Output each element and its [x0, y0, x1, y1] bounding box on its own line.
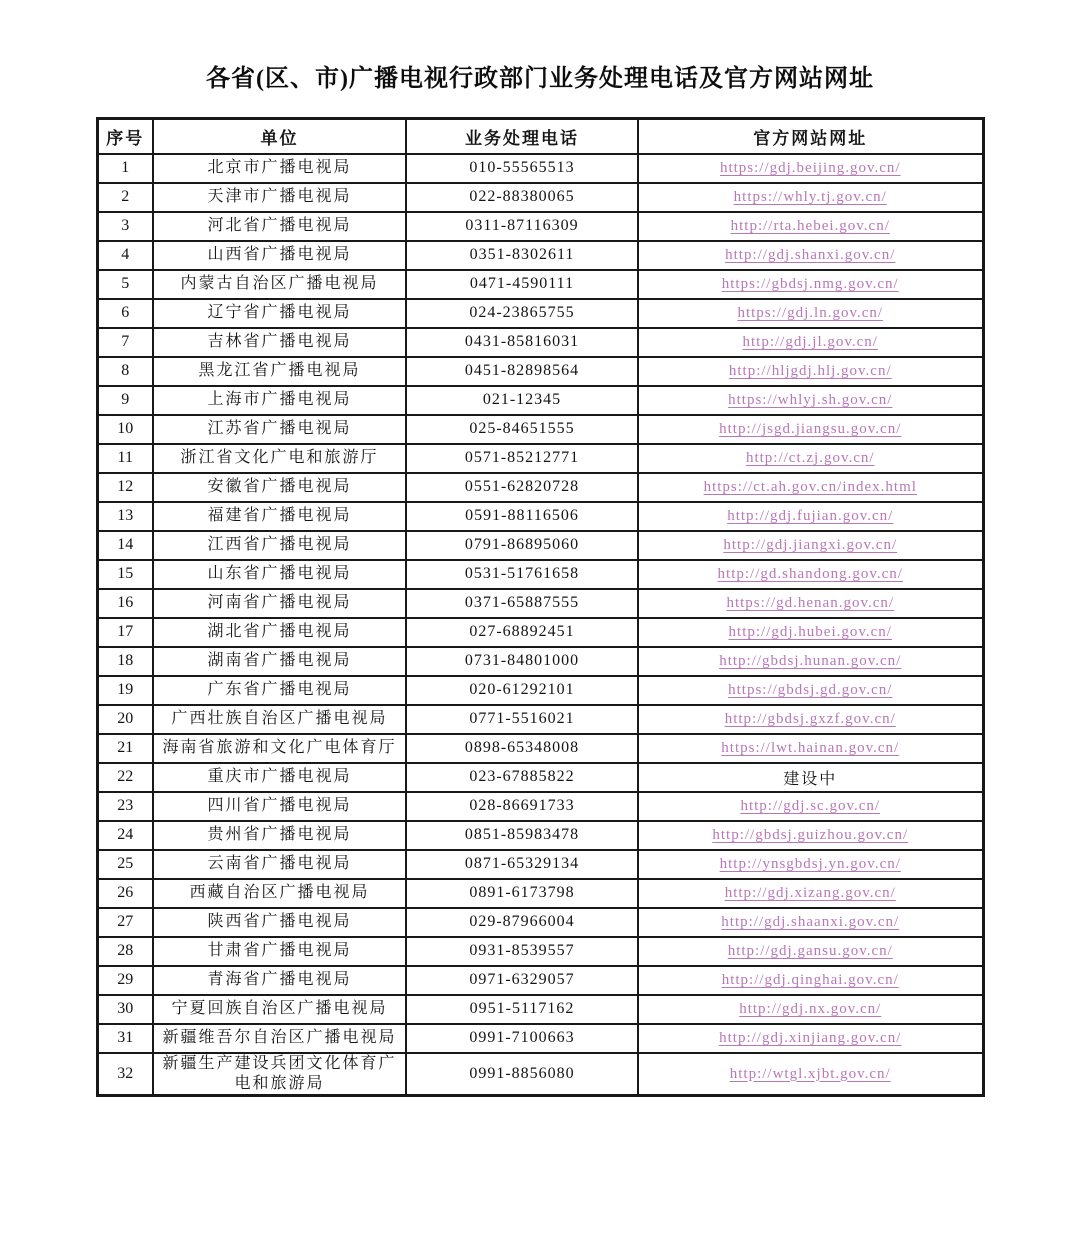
table-row [97, 241, 983, 270]
official-website-link[interactable]: https://ct.ah.gov.cn/index.html [703, 479, 917, 495]
service-phone-number: 027-68892451 [406, 618, 638, 647]
table-row [97, 995, 983, 1024]
table-row [97, 357, 983, 386]
table-row [97, 473, 983, 502]
table-row [97, 676, 983, 705]
official-website-link[interactable]: http://gdj.hubei.gov.cn/ [728, 624, 892, 640]
website-cell [638, 444, 983, 473]
official-website-link[interactable]: https://gbdsj.gd.gov.cn/ [728, 682, 893, 698]
official-website-link[interactable]: http://jsgd.jiangsu.gov.cn/ [719, 421, 902, 437]
header-serial-number: 序号 [97, 119, 153, 154]
service-phone-number: 0898-65348008 [406, 734, 638, 763]
table-body [97, 154, 983, 1096]
website-status-text: 建设中 [638, 763, 983, 792]
table-row [97, 850, 983, 879]
row-serial-number: 18 [97, 647, 153, 676]
official-website-link[interactable]: https://lwt.hainan.gov.cn/ [721, 740, 900, 756]
unit-name: 内蒙古自治区广播电视局 [153, 270, 406, 299]
table-row [97, 502, 983, 531]
table-row [97, 792, 983, 821]
unit-name: 甘肃省广播电视局 [153, 937, 406, 966]
website-cell [638, 415, 983, 444]
website-cell [638, 705, 983, 734]
service-phone-number: 0371-65887555 [406, 589, 638, 618]
official-website-link[interactable]: http://gbdsj.guizhou.gov.cn/ [712, 827, 909, 843]
service-phone-number: 024-23865755 [406, 299, 638, 328]
table-row [97, 879, 983, 908]
unit-name: 贵州省广播电视局 [153, 821, 406, 850]
service-phone-number: 023-67885822 [406, 763, 638, 792]
service-phone-number: 0991-8856080 [406, 1053, 638, 1096]
header-phone: 业务处理电话 [406, 119, 638, 154]
row-serial-number: 24 [97, 821, 153, 850]
website-cell [638, 386, 983, 415]
unit-name: 陕西省广播电视局 [153, 908, 406, 937]
row-serial-number: 16 [97, 589, 153, 618]
website-cell [638, 212, 983, 241]
official-website-link[interactable]: http://gbdsj.hunan.gov.cn/ [719, 653, 902, 669]
table-row [97, 1053, 983, 1096]
row-serial-number: 23 [97, 792, 153, 821]
website-cell [638, 299, 983, 328]
official-website-link[interactable]: http://gdj.jiangxi.gov.cn/ [723, 537, 898, 553]
official-website-link[interactable]: http://gdj.xizang.gov.cn/ [724, 885, 896, 901]
website-cell [638, 676, 983, 705]
service-phone-number: 022-88380065 [406, 183, 638, 212]
table-row [97, 966, 983, 995]
website-cell [638, 821, 983, 850]
unit-name: 吉林省广播电视局 [153, 328, 406, 357]
official-website-link[interactable]: http://gbdsj.gxzf.gov.cn/ [724, 711, 896, 727]
official-website-link[interactable]: https://gdj.beijing.gov.cn/ [719, 160, 901, 176]
service-phone-number: 0571-85212771 [406, 444, 638, 473]
header-website: 官方网站网址 [638, 119, 983, 154]
row-serial-number: 31 [97, 1024, 153, 1053]
unit-name: 重庆市广播电视局 [153, 763, 406, 792]
row-serial-number: 3 [97, 212, 153, 241]
service-phone-number: 0871-65329134 [406, 850, 638, 879]
website-cell [638, 154, 983, 183]
service-phone-number: 0351-8302611 [406, 241, 638, 270]
row-serial-number: 27 [97, 908, 153, 937]
row-serial-number: 25 [97, 850, 153, 879]
service-phone-number: 0971-6329057 [406, 966, 638, 995]
service-phone-number: 0431-85816031 [406, 328, 638, 357]
website-cell [638, 850, 983, 879]
row-serial-number: 30 [97, 995, 153, 1024]
unit-name: 新疆生产建设兵团文化体育广电和旅游局 [153, 1053, 406, 1096]
service-phone-number: 0731-84801000 [406, 647, 638, 676]
unit-name: 辽宁省广播电视局 [153, 299, 406, 328]
official-website-link[interactable]: https://gbdsj.nmg.gov.cn/ [721, 276, 899, 292]
website-cell [638, 879, 983, 908]
row-serial-number: 32 [97, 1053, 153, 1096]
table-row [97, 821, 983, 850]
official-website-link[interactable]: http://gdj.nx.gov.cn/ [739, 1001, 882, 1017]
row-serial-number: 14 [97, 531, 153, 560]
service-phone-number: 0591-88116506 [406, 502, 638, 531]
row-serial-number: 12 [97, 473, 153, 502]
table-row [97, 183, 983, 212]
unit-name: 江苏省广播电视局 [153, 415, 406, 444]
official-website-link[interactable]: http://hljgdj.hlj.gov.cn/ [728, 363, 892, 379]
table-row [97, 415, 983, 444]
official-website-link[interactable]: http://gdj.shaanxi.gov.cn/ [721, 914, 900, 930]
table-row [97, 763, 983, 792]
row-serial-number: 13 [97, 502, 153, 531]
row-serial-number: 1 [97, 154, 153, 183]
row-serial-number: 11 [97, 444, 153, 473]
unit-name: 湖南省广播电视局 [153, 647, 406, 676]
official-website-link[interactable]: http://ynsgbdsj.yn.gov.cn/ [719, 856, 901, 872]
row-serial-number: 10 [97, 415, 153, 444]
unit-name: 上海市广播电视局 [153, 386, 406, 415]
unit-name: 河北省广播电视局 [153, 212, 406, 241]
table-row [97, 299, 983, 328]
row-serial-number: 7 [97, 328, 153, 357]
official-website-link[interactable]: https://gdj.ln.gov.cn/ [737, 305, 884, 321]
service-phone-number: 0951-5117162 [406, 995, 638, 1024]
table-row [97, 386, 983, 415]
row-serial-number: 2 [97, 183, 153, 212]
official-website-link[interactable]: http://wtgl.xjbt.gov.cn/ [729, 1065, 891, 1082]
service-phone-number: 0891-6173798 [406, 879, 638, 908]
table-row [97, 647, 983, 676]
service-phone-number: 0471-4590111 [406, 270, 638, 299]
website-cell [638, 966, 983, 995]
table-row [97, 618, 983, 647]
unit-name: 山西省广播电视局 [153, 241, 406, 270]
website-cell [638, 560, 983, 589]
official-website-link[interactable]: https://whly.tj.gov.cn/ [733, 189, 887, 205]
row-serial-number: 29 [97, 966, 153, 995]
website-cell [638, 1024, 983, 1053]
unit-name: 福建省广播电视局 [153, 502, 406, 531]
official-website-link[interactable]: http://gdj.jl.gov.cn/ [742, 334, 878, 350]
website-cell [638, 531, 983, 560]
official-website-link[interactable]: http://rta.hebei.gov.cn/ [730, 218, 890, 234]
official-website-link[interactable]: http://gdj.qinghai.gov.cn/ [721, 972, 899, 988]
table-row [97, 212, 983, 241]
service-phone-number: 0531-51761658 [406, 560, 638, 589]
row-serial-number: 6 [97, 299, 153, 328]
unit-name: 四川省广播电视局 [153, 792, 406, 821]
service-phone-number: 0311-87116309 [406, 212, 638, 241]
service-phone-number: 0931-8539557 [406, 937, 638, 966]
table-row [97, 270, 983, 299]
official-website-link[interactable]: https://gd.henan.gov.cn/ [726, 595, 895, 611]
unit-name: 浙江省文化广电和旅游厅 [153, 444, 406, 473]
website-cell [638, 328, 983, 357]
table-row [97, 1024, 983, 1053]
service-phone-number: 025-84651555 [406, 415, 638, 444]
website-cell [638, 241, 983, 270]
unit-name: 黑龙江省广播电视局 [153, 357, 406, 386]
row-serial-number: 28 [97, 937, 153, 966]
website-cell [638, 618, 983, 647]
unit-name: 海南省旅游和文化广电体育厅 [153, 734, 406, 763]
website-cell [638, 995, 983, 1024]
row-serial-number: 22 [97, 763, 153, 792]
website-cell [638, 357, 983, 386]
table-row [97, 154, 983, 183]
official-website-link[interactable]: http://gdj.sc.gov.cn/ [740, 798, 881, 814]
row-serial-number: 15 [97, 560, 153, 589]
official-website-link[interactable]: http://gdj.xinjiang.gov.cn/ [719, 1030, 902, 1046]
row-serial-number: 19 [97, 676, 153, 705]
official-website-link[interactable]: http://gdj.shanxi.gov.cn/ [725, 247, 896, 263]
official-website-link[interactable]: https://whlyj.sh.gov.cn/ [728, 392, 893, 408]
official-website-link[interactable]: http://ct.zj.gov.cn/ [745, 450, 875, 466]
official-website-link[interactable]: http://gdj.gansu.gov.cn/ [727, 943, 893, 959]
table-row [97, 589, 983, 618]
website-cell [638, 1053, 983, 1096]
unit-name: 江西省广播电视局 [153, 531, 406, 560]
row-serial-number: 26 [97, 879, 153, 908]
header-row [97, 119, 983, 154]
website-cell [638, 589, 983, 618]
website-cell [638, 502, 983, 531]
service-phone-number: 0551-62820728 [406, 473, 638, 502]
header-unit: 单位 [153, 119, 406, 154]
row-serial-number: 4 [97, 241, 153, 270]
unit-name: 广东省广播电视局 [153, 676, 406, 705]
unit-name: 天津市广播电视局 [153, 183, 406, 212]
service-phone-number: 0991-7100663 [406, 1024, 638, 1053]
service-phone-number: 0451-82898564 [406, 357, 638, 386]
row-serial-number: 17 [97, 618, 153, 647]
table-row [97, 444, 983, 473]
table-row [97, 908, 983, 937]
unit-name: 宁夏回族自治区广播电视局 [153, 995, 406, 1024]
unit-name: 湖北省广播电视局 [153, 618, 406, 647]
website-cell [638, 473, 983, 502]
unit-name: 云南省广播电视局 [153, 850, 406, 879]
page-title: 各省(区、市)广播电视行政部门业务处理电话及官方网站网址 [206, 66, 874, 92]
website-cell [638, 792, 983, 821]
service-phone-number: 0791-86895060 [406, 531, 638, 560]
table-row [97, 937, 983, 966]
table-row [97, 531, 983, 560]
table-row [97, 734, 983, 763]
website-cell [638, 937, 983, 966]
table-row [97, 705, 983, 734]
table-row [97, 560, 983, 589]
service-phone-number: 010-55565513 [406, 154, 638, 183]
table-row [97, 328, 983, 357]
unit-name: 安徽省广播电视局 [153, 473, 406, 502]
service-phone-number: 0851-85983478 [406, 821, 638, 850]
service-phone-number: 020-61292101 [406, 676, 638, 705]
service-phone-number: 028-86691733 [406, 792, 638, 821]
row-serial-number: 8 [97, 357, 153, 386]
service-phone-number: 0771-5516021 [406, 705, 638, 734]
website-cell [638, 183, 983, 212]
website-cell [638, 908, 983, 937]
unit-name: 山东省广播电视局 [153, 560, 406, 589]
row-serial-number: 21 [97, 734, 153, 763]
unit-name: 青海省广播电视局 [153, 966, 406, 995]
service-phone-number: 029-87966004 [406, 908, 638, 937]
unit-name: 广西壮族自治区广播电视局 [153, 705, 406, 734]
row-serial-number: 5 [97, 270, 153, 299]
row-serial-number: 9 [97, 386, 153, 415]
website-cell [638, 734, 983, 763]
service-phone-number: 021-12345 [406, 386, 638, 415]
official-website-link[interactable]: http://gd.shandong.gov.cn/ [717, 566, 903, 582]
unit-name: 北京市广播电视局 [153, 154, 406, 183]
unit-name: 新疆维吾尔自治区广播电视局 [153, 1024, 406, 1053]
website-cell [638, 647, 983, 676]
row-serial-number: 20 [97, 705, 153, 734]
official-website-link[interactable]: http://gdj.fujian.gov.cn/ [727, 508, 894, 524]
website-cell [638, 270, 983, 299]
unit-name: 西藏自治区广播电视局 [153, 879, 406, 908]
unit-name: 河南省广播电视局 [153, 589, 406, 618]
broadcast-contacts-table [96, 117, 985, 1097]
